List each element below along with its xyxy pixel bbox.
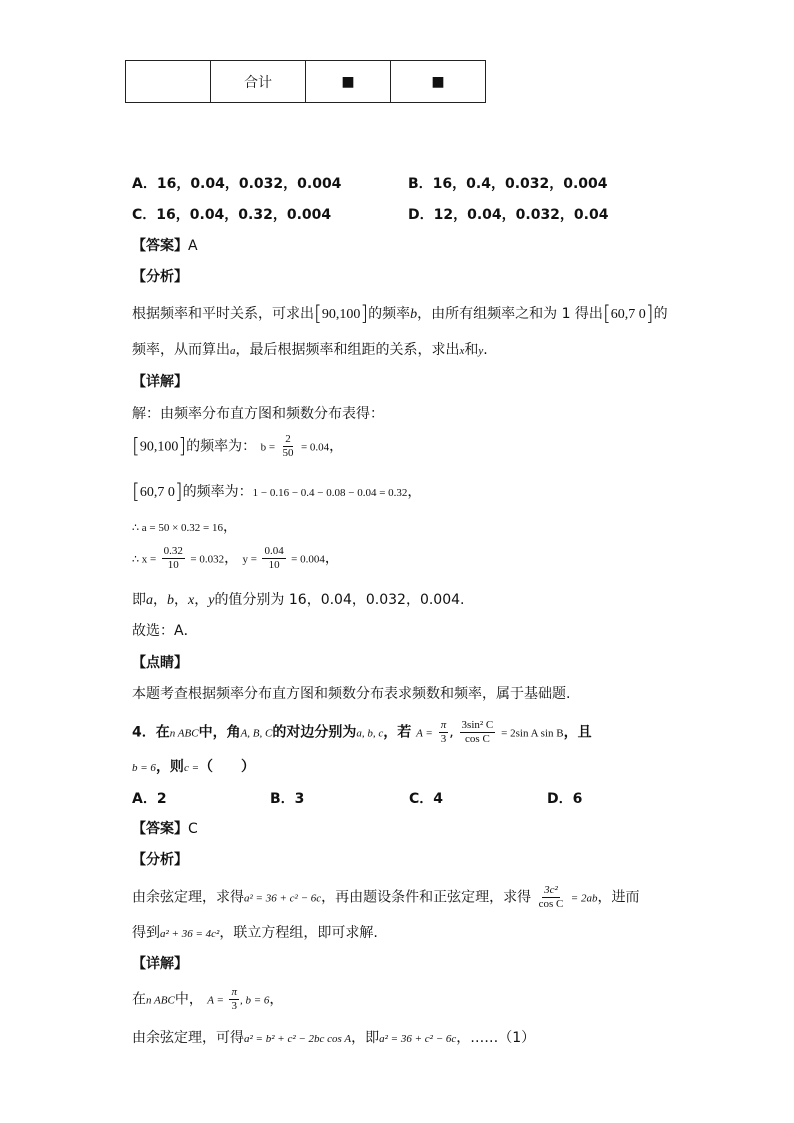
fraction [162, 545, 185, 572]
text: 即 [132, 592, 146, 608]
numerator: 0.04 [264, 545, 284, 557]
q3-analysis-line1 [132, 301, 668, 325]
math: ∴ a = 50 × 0.32 = 16 [132, 522, 223, 534]
table-row [126, 61, 486, 103]
math: b = [260, 441, 276, 454]
q4-detail-line1 [132, 986, 283, 1013]
text: ，进而 [597, 889, 640, 906]
fraction [537, 884, 566, 911]
text: ， [153, 592, 167, 608]
q4-analysis-line2 [132, 922, 378, 942]
var-x: x [188, 593, 195, 608]
text: ，……（1） [456, 1030, 536, 1046]
numerator: 0.32 [163, 545, 183, 557]
table-cell-rate-total: ■ [391, 61, 486, 103]
denominator: 3 [231, 1000, 237, 1012]
q3-option-a: A．16，0.04，0.032，0.004 [132, 176, 342, 192]
text: ， [324, 550, 339, 567]
table-cell-frequency-total: ■ [306, 61, 391, 103]
math: y = [242, 553, 257, 566]
interval-90-100: 90,100 [139, 439, 179, 455]
text: ， [269, 991, 284, 1008]
q3-detail-line1: 解：由频率分布直方图和频数分布表得： [132, 406, 384, 422]
text: ，即 [351, 1030, 380, 1046]
q3-detail-line3 [132, 479, 421, 503]
q3-answer [132, 235, 198, 255]
var-b: b [410, 307, 418, 322]
q4-analysis-line1 [132, 884, 639, 911]
q3-detail-line7: 故选：A． [132, 623, 198, 639]
q3-analysis-label: 【分析】 [132, 269, 188, 285]
q3-detail-line2 [132, 433, 343, 460]
math: A, B, C [240, 727, 273, 740]
numerator: π [440, 719, 447, 731]
var-a: a [146, 593, 153, 608]
text: ，则 [155, 759, 184, 775]
math: A = [416, 727, 433, 740]
text: 的对边分别为 [272, 724, 357, 741]
fraction [229, 986, 239, 1013]
text: 和 [464, 342, 479, 358]
text: ， [223, 519, 237, 535]
text: . [483, 342, 488, 358]
denominator: 10 [268, 559, 280, 571]
math: b = 6 [132, 762, 156, 774]
text: ， [224, 550, 239, 567]
math: = 0.004 [291, 553, 325, 566]
q3-detail-line6 [132, 589, 464, 609]
text: ， [174, 592, 188, 608]
table-cell-empty [126, 61, 211, 103]
math: n ABC [146, 994, 175, 1007]
text: 4．在 [132, 724, 170, 741]
text: 在 [132, 991, 146, 1008]
math: a² + 36 = 4c² [160, 928, 220, 940]
q3-detail-label: 【详解】 [132, 374, 188, 390]
left-bracket: [ [132, 479, 140, 503]
comma: , [449, 724, 454, 741]
var-x: x [459, 345, 465, 357]
var-a: a [230, 345, 236, 357]
text: ，联立方程组，即可求解. [219, 925, 378, 941]
text: 频率，从而算出 [132, 342, 230, 358]
answer-label: 【答案】 [132, 238, 188, 254]
q4-stem-line2 [132, 756, 255, 776]
math: a² = 36 + c² − 6c [244, 892, 322, 905]
text: ， [329, 438, 344, 455]
numerator: 3sin² C [461, 719, 494, 731]
text: 的频率为： [186, 438, 257, 455]
fraction [281, 433, 296, 460]
text: ，由所有组频率之和为 1 得出 [417, 306, 603, 322]
denominator: 10 [167, 559, 179, 571]
text: 的值分别为 16，0.04，0.032，0.004. [214, 592, 465, 608]
frequency-table-total-row [125, 60, 486, 103]
math: ∴ x = [132, 553, 157, 566]
q4-option-a: A．2 [132, 791, 167, 807]
q3-analysis-line2 [132, 339, 488, 359]
q4-answer [132, 818, 198, 838]
text: ， [407, 484, 422, 500]
text: ， [194, 592, 209, 608]
math: = 0.04 [300, 441, 330, 454]
text: ，最后根据频率和组距的关系，求出 [235, 342, 460, 358]
table-cell-total-label: 合计 [211, 61, 306, 103]
interval-60-70: 60,7 0 [610, 307, 646, 322]
math: c = [183, 762, 199, 774]
denominator: 3 [440, 733, 447, 745]
q3-option-b: B．16，0.4，0.032，0.004 [408, 176, 608, 192]
denominator: cos C [538, 898, 564, 910]
text: 由余弦定理，可得 [132, 1030, 244, 1046]
answer-label: 【答案】 [132, 821, 188, 837]
numerator: 3c² [544, 884, 558, 896]
right-bracket: ] [178, 433, 187, 458]
left-bracket: [ [314, 301, 322, 325]
answer-value: C [188, 821, 198, 837]
text: 的频率 [368, 306, 411, 322]
q4-detail-label: 【详解】 [132, 956, 188, 972]
right-bracket: ] [360, 301, 369, 325]
denominator: 50 [282, 447, 294, 459]
q3-comment-label: 【点睛】 [132, 655, 188, 671]
text: 的 [653, 306, 668, 322]
left-bracket: [ [132, 433, 140, 458]
text: 中， [174, 991, 203, 1008]
fraction [460, 719, 496, 746]
numerator: 2 [285, 433, 291, 445]
math: a² = 36 + c² − 6c [379, 1033, 457, 1045]
numerator: π [231, 986, 237, 998]
math: , b = 6 [239, 994, 270, 1007]
answer-value: A [188, 238, 198, 254]
text: ，且 [563, 724, 592, 741]
text: ，再由题设条件和正弦定理，求得 [321, 889, 532, 906]
q3-option-d: D．12，0.04，0.032，0.04 [408, 207, 609, 223]
q4-detail-line2 [132, 1027, 535, 1047]
var-y: y [478, 345, 484, 357]
q3-comment: 本题考查根据频率分布直方图和频数分布表求频数和频率，属于基础题. [132, 686, 571, 702]
q4-stem-line1 [132, 719, 592, 746]
math: a, b, c [356, 727, 384, 740]
math: = 2sin A sin B [501, 727, 564, 740]
denominator: cos C [465, 733, 490, 745]
left-bracket: [ [602, 301, 611, 325]
q4-option-d: D．6 [547, 791, 583, 807]
math: A = [207, 994, 224, 1007]
q4-analysis-label: 【分析】 [132, 852, 188, 868]
text: 由余弦定理，求得 [132, 889, 244, 906]
interval-60-70: 60,7 0 [139, 485, 175, 500]
q3-option-c: C．16，0.04，0.32，0.004 [132, 207, 332, 223]
fraction [262, 545, 285, 572]
q4-option-b: B．3 [270, 791, 305, 807]
text: ，若 [383, 724, 412, 741]
var-b: b [167, 593, 174, 608]
fraction [439, 719, 449, 746]
q4-option-c: C．4 [409, 791, 444, 807]
text: 中，角 [198, 724, 241, 741]
text: 根据频率和平时关系，可求出 [132, 306, 314, 322]
q3-detail-line4 [132, 516, 237, 536]
q3-detail-line5 [132, 545, 339, 572]
text: 的频率为： [182, 484, 253, 500]
text: 得到 [132, 925, 160, 941]
right-bracket: ] [645, 301, 654, 325]
math: a² = b² + c² − 2bc cos A [244, 1033, 352, 1045]
math: 1 − 0.16 − 0.4 − 0.08 − 0.04 = 0.32 [252, 487, 408, 499]
math: = 0.032 [190, 553, 225, 566]
text: （ ） [199, 759, 255, 775]
var-y: y [208, 593, 215, 608]
math: = 2ab [570, 892, 598, 905]
right-bracket: ] [174, 479, 183, 503]
interval-90-100: 90,100 [321, 307, 361, 322]
math: n ABC [169, 727, 199, 740]
